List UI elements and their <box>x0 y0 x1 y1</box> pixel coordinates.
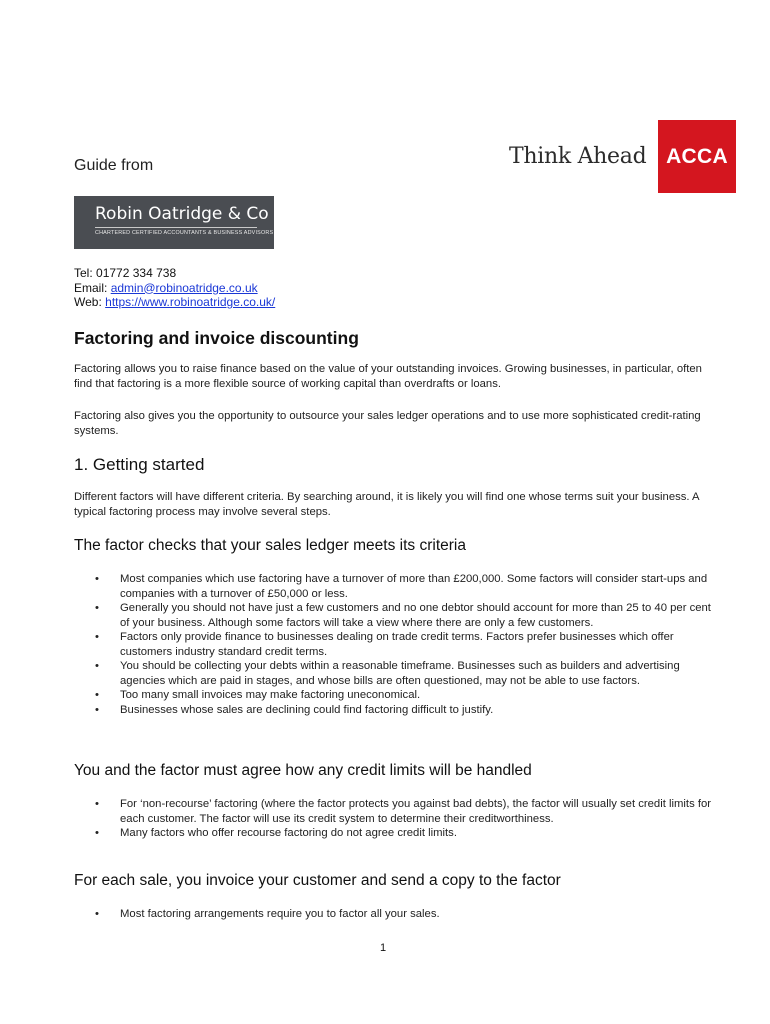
list-item <box>74 659 714 688</box>
subheading-credit-limits: You and the factor must agree how any credit limits will be handled <box>74 762 532 779</box>
acca-logo <box>658 120 736 193</box>
list-item <box>74 572 714 601</box>
email-link[interactable]: admin@robinoatridge.co.uk <box>110 280 258 295</box>
bullet-icon: • <box>95 573 99 585</box>
contact-web <box>74 295 275 310</box>
list-item-text: Most companies which use factoring have a turnover of more than £200,000. Some factors will consider start-ups and companies with a turnover of £50,000 or less. <box>120 573 708 600</box>
intro-paragraph-2: Factoring also gives you the opportunity to outsource your sales ledger operations and to use more sophisticated credit-rating systems. <box>74 410 701 437</box>
document-title: Factoring and invoice discounting <box>74 328 359 348</box>
list-item <box>74 688 714 703</box>
list-item-text: Businesses whose sales are declining could find factoring difficult to justify. <box>120 703 494 716</box>
acca-logo-text: ACCA <box>666 144 728 168</box>
bullet-icon: • <box>95 602 99 614</box>
bullet-icon: • <box>95 631 99 643</box>
guide-from-label: Guide from <box>74 157 154 174</box>
list-item <box>74 703 714 718</box>
think-ahead-tagline: Think Ahead <box>509 144 647 169</box>
list-item-text: Many factors who offer recourse factoring do not agree credit limits. <box>120 827 457 839</box>
bullet-icon: • <box>95 827 99 839</box>
firm-logo-divider <box>95 227 257 228</box>
email-label: Email: <box>74 280 108 295</box>
contact-block <box>74 266 275 310</box>
bullet-icon: • <box>95 660 99 672</box>
bullet-icon: • <box>95 798 99 810</box>
list-item <box>74 826 714 841</box>
list-item <box>74 907 714 922</box>
list-item-text: Too many small invoices may make factoring uneconomical. <box>120 689 421 701</box>
list-item-text: Factors only provide finance to businesses dealing on trade credit terms. Factors prefer businesses which offer customers industry standard credit terms. <box>120 631 674 658</box>
bullet-icon: • <box>95 689 99 701</box>
contact-tel <box>74 266 275 281</box>
tel-value: 01772 334 738 <box>96 266 177 280</box>
firm-tagline: CHARTERED CERTIFIED ACCOUNTANTS & BUSINESS ADVISORS <box>95 230 274 236</box>
firm-logo <box>74 196 274 249</box>
firm-name: Robin Oatridge & Co <box>95 204 269 224</box>
contact-email <box>74 281 275 296</box>
list-item <box>74 797 714 826</box>
section-heading-getting-started: 1. Getting started <box>74 455 205 474</box>
page-number: 1 <box>380 942 387 954</box>
list-item-text: You should be collecting your debts within a reasonable timeframe. Businesses such as builders and advertising agencies which are paid in stages, and whose bills are often questioned, may not be able to use factors. <box>120 660 680 687</box>
tel-label: Tel: <box>74 266 93 280</box>
web-link[interactable]: https://www.robinoatridge.co.uk/ <box>105 295 276 309</box>
list-item <box>74 601 714 630</box>
subheading-ledger-criteria: The factor checks that your sales ledger meets its criteria <box>74 537 466 554</box>
list-item <box>74 630 714 659</box>
intro-paragraph-1: Factoring allows you to raise finance based on the value of your outstanding invoices. Growing businesses, in particular, often find that factoring is a more flexible source of working capital than overdrafts or loans. <box>74 363 702 390</box>
section-paragraph-getting-started: Different factors will have different criteria. By searching around, it is likely you will find one whose terms suit your business. A typical factoring process may involve several steps. <box>74 491 699 518</box>
subheading-invoice-customer: For each sale, you invoice your customer and send a copy to the factor <box>74 872 561 889</box>
bullet-list-invoice-customer <box>74 907 714 922</box>
bullet-list-ledger-criteria <box>74 572 714 717</box>
list-item-text: Most factoring arrangements require you to factor all your sales. <box>120 908 440 920</box>
list-item-text: Generally you should not have just a few customers and no one debtor should account for more than 25 to 40 per cent of your business. Although some factors will take a view where there are only a few customers. <box>120 602 711 629</box>
bullet-icon: • <box>95 908 99 920</box>
bullet-icon: • <box>95 703 99 716</box>
web-label: Web: <box>74 295 102 309</box>
bullet-list-credit-limits <box>74 797 714 841</box>
list-item-text: For ‘non-recourse’ factoring (where the factor protects you against bad debts), the factor will usually set credit limits for each customer. The factor will use its credit system to determine their creditworthiness. <box>120 798 712 825</box>
